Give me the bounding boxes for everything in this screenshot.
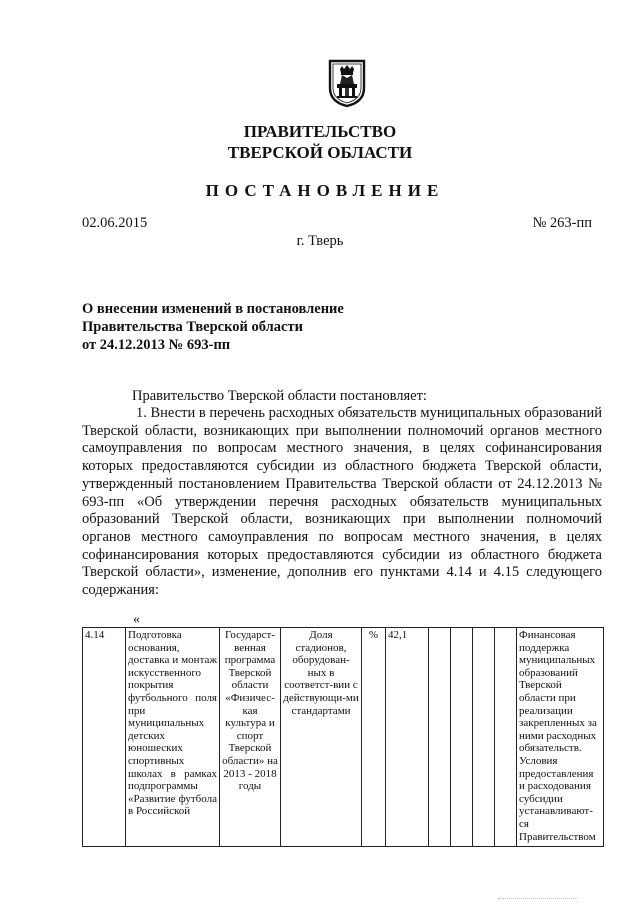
quote-open: «: [133, 612, 140, 627]
government-title-line1: ПРАВИТЕЛЬСТВО: [243, 122, 397, 141]
document-date: 02.06.2015: [82, 215, 148, 231]
cell-empty-2: [451, 628, 473, 847]
subject-line3: от 24.12.2013 № 693-пп: [82, 337, 231, 353]
document-number: № 263-пп: [532, 215, 592, 231]
cell-value: 42,1: [386, 628, 429, 847]
document-type: ПОСТАНОВЛЕНИЕ: [205, 181, 445, 200]
document-subject: [82, 300, 344, 354]
table-row: [83, 628, 604, 847]
intro-sentence: Правительство Тверской области постановляет:: [132, 388, 427, 404]
government-title-line2: ТВЕРСКОЙ ОБЛАСТИ: [227, 143, 413, 162]
cell-number: 4.14: [83, 628, 126, 847]
subject-line2: Правительства Тверской области: [82, 319, 303, 335]
cell-empty-4: [495, 628, 517, 847]
scan-artifact: [498, 898, 578, 901]
document-city: г. Тверь: [296, 233, 344, 249]
cell-program: Государст-венная программа Тверской области «Физичес-кая культура и спорт Тверской области» на 2013 - 2018 годы: [220, 628, 281, 847]
cell-empty-1: [429, 628, 451, 847]
paragraph-1: 1. Внести в перечень расходных обязательств муниципальных образований Тверской области, возникающих при выполнении полномочий органов местного самоуправления по вопросам местного значения, в целях софинансирования которых предоставляются субсидии из областного бюджета Тверской области, утвержденный постановлением Правительства Тверской области от 24.12.2013 № 693-пп «Об утверждении перечня расходных обязательств муниципальных образований Тверской области, возникающих при выполнении полномочий органов местного самоуправления по вопросам местного значения, в целях софинансирования которых предоставляются субсидии из областного бюджета Тверской области», изменение, дополнив его пунктами 4.14 и 4.15 следующего содержания:: [82, 405, 602, 599]
tver-coat-of-arms-icon: [327, 58, 367, 108]
obligations-table: [82, 627, 604, 847]
cell-obligation: Подготовка основания, доставка и монтаж искусственного покрытия футбольного поля при муниципальных детских юношеских спортивных школах в рамках подпрограммы «Развитие футбола в Российской: [126, 628, 220, 847]
cell-notes: Финансовая поддержка муниципальных образований Тверской области при реализации закрепленных за ними расходных обязательств. Условия предоставления и расходования субсидии устанавливают-ся Правительством: [517, 628, 604, 847]
cell-unit: %: [362, 628, 386, 847]
cell-indicator: Доля стадионов, оборудован-ных в соответст-вии с действующи-ми стандартами: [281, 628, 362, 847]
cell-empty-3: [473, 628, 495, 847]
subject-line1: О внесении изменений в постановление: [82, 301, 344, 317]
